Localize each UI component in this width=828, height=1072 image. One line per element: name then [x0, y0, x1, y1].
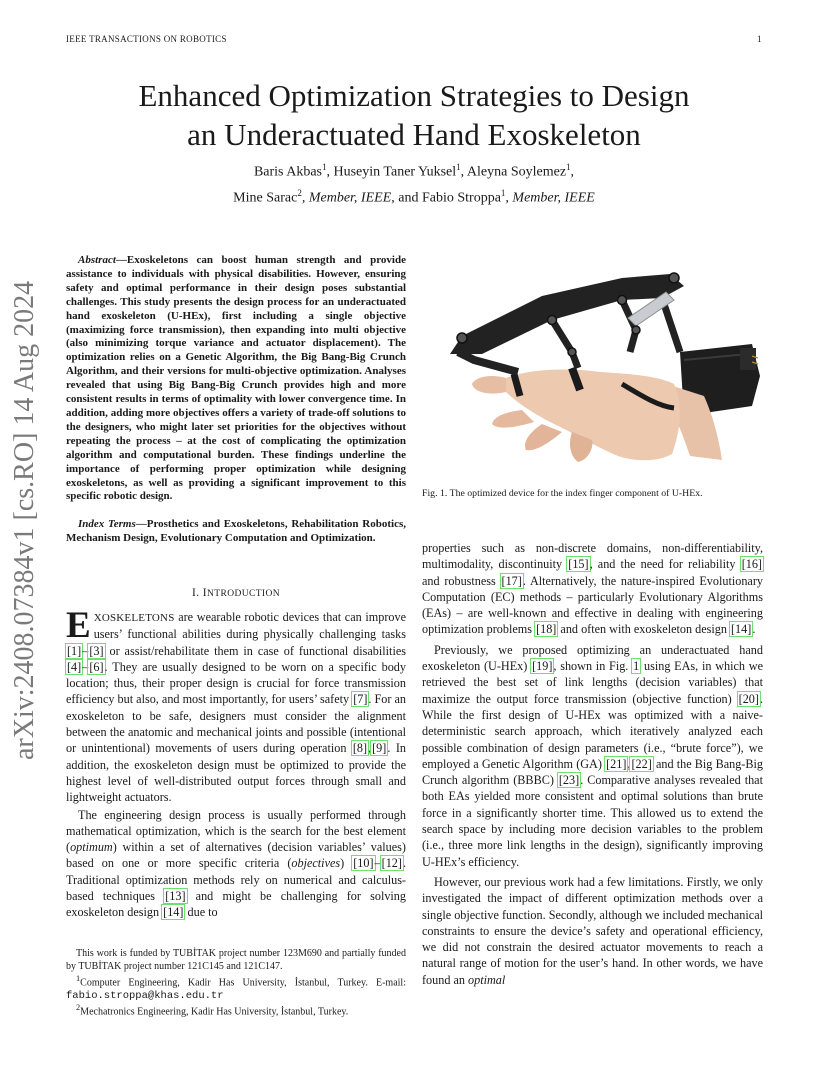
text-run: . Alternatively, the nature-inspired Evolutionary Computation (EC) methods – particularly Evolutionary Algorithms (EAs) – are well-known and effective in dealing with engineering optimization problems	[422, 573, 763, 637]
affiliation-mark: 2	[76, 1003, 81, 1013]
paper-title	[66, 76, 762, 154]
index-terms-body: —Prosthetics and Exoskeletons, Rehabilitation Robotics, Mechanism Design, Evolutionary Computation and Optimization.	[66, 518, 406, 544]
text-run: –	[82, 659, 89, 674]
citation-link[interactable]: [14]	[163, 905, 184, 920]
citation-link[interactable]: [4]	[67, 659, 82, 674]
funding-note: This work is funded by TUBİTAK project number 123M690 and partially funded by TUBİTAK project number 121C145 and 121C147.	[66, 948, 406, 972]
index-fingertip	[472, 376, 506, 394]
ring-finger	[525, 424, 562, 450]
joint	[457, 333, 467, 343]
membership: , Member, IEEE	[301, 190, 392, 206]
text-run: properties such as non-discrete domains, non-differentiability, multimodality, discontinuity	[422, 541, 763, 572]
running-header: IEEE TRANSACTIONS ON ROBOTICS	[66, 34, 227, 44]
text-run: The engineering design process is usually performed through mathematical optimization, which is the search for the best element (	[66, 807, 406, 855]
joint	[669, 273, 679, 283]
author-name: Baris Akbas	[253, 164, 322, 180]
text-run: , shown in Fig.	[553, 659, 633, 674]
citation-link[interactable]: [17]	[501, 573, 522, 588]
author-name: , Huseyin Taner Yuksel	[326, 164, 457, 180]
title-line-2: an Underactuated Hand Exoskeleton	[187, 117, 641, 152]
right-column-body	[422, 540, 763, 988]
text-run: and often with exoskeleton design	[557, 622, 730, 637]
citation-link[interactable]: [8]	[352, 741, 368, 756]
text-run: and might be challenging for solving exoskeleton design	[66, 889, 406, 920]
paragraph	[66, 807, 406, 921]
citation-link[interactable]: [10]	[353, 856, 374, 871]
emphasis: optimal	[468, 972, 506, 987]
middle-finger	[492, 410, 534, 428]
text-run: However, our previous work had a few limitations. Firstly, we only investigated the impact of different optimization methods over a single objective function. Secondly, although we included mechanical constraints to ensure the device’s safety and operational efficiency, we did not constrain the desired actuator movements to reach a natural range of motion for the user’s hand. In other words, we have found an	[422, 874, 763, 987]
author-line-2	[66, 183, 762, 209]
text-run: –	[374, 856, 381, 871]
citation-link[interactable]: [7]	[353, 692, 368, 707]
text-run: )	[340, 856, 353, 871]
affiliation-mark: 1	[456, 162, 461, 172]
text-run: or assist/rehabilitate them in case of functional disabilities	[104, 643, 406, 658]
separator: ,	[570, 164, 575, 180]
abstract-label: Abstract	[78, 254, 116, 266]
affiliation-mark: 1	[566, 162, 571, 172]
section-title: NTRODUCTION	[207, 589, 281, 599]
joint	[632, 326, 640, 334]
affiliation-mark: 2	[297, 187, 302, 198]
title-line-1: Enhanced Optimization Strategies to Design	[138, 78, 690, 113]
text-run: Mechatronics Engineering, Kadir Has University, İstanbul, Turkey.	[80, 1006, 349, 1018]
text-run: ,	[368, 741, 372, 756]
citation-link[interactable]: [20]	[738, 691, 759, 706]
author-name: , Aleyna Soylemez	[460, 164, 567, 180]
affiliation-note	[66, 1002, 406, 1019]
text-run: , and the need for reliability	[589, 557, 741, 572]
section-number: I. I	[191, 587, 207, 599]
text-run: . Comparative analyses revealed that both EAs yielded more consistent and optimal solutions than brute force in a significantly shorter time. This allowed us to extend the search space by including more decision variables to the problem (i.e., three more link lengths in the design), significantly improving U-HEx’s efficiency.	[422, 773, 763, 869]
author-list	[66, 157, 762, 208]
paragraph	[422, 642, 763, 870]
citation-link[interactable]: [1]	[67, 643, 82, 658]
footnotes	[66, 948, 406, 1019]
text-run: . Traditional optimization methods rely on numerical and calculus-based techniques	[66, 856, 406, 904]
citation-link[interactable]: [6]	[89, 659, 104, 674]
citation-link[interactable]: [3]	[89, 643, 104, 658]
middle-link	[552, 320, 578, 368]
author-line-1	[66, 157, 762, 183]
affiliation-mark: 1	[500, 187, 506, 198]
emphasis: optimum	[70, 840, 113, 855]
citation-link[interactable]: [23]	[558, 773, 580, 788]
affiliation-mark: 1	[322, 162, 327, 172]
citation-link[interactable]: [12]	[381, 856, 402, 871]
abstract	[66, 254, 406, 504]
text-run: ) within a set of alternatives (decision variables’ values) based on one or more specific criteria (	[66, 840, 406, 871]
drop-cap: E	[66, 605, 91, 646]
text-run: are wearable robotic devices that can improve users’ functional abilities during physically challenging tasks	[93, 610, 406, 642]
joint	[548, 316, 557, 325]
citation-link[interactable]: [9]	[372, 741, 387, 756]
index-terms	[66, 518, 406, 546]
text-run: . In addition, the exoskeleton design must be optimized to provide the highest level of well-distributed output forces through small and lightweight actuators.	[66, 741, 406, 805]
citation-link[interactable]: [16]	[741, 557, 762, 572]
joint	[568, 348, 576, 356]
emphasis: objectives	[291, 856, 341, 871]
text-run: and robustness	[422, 573, 501, 588]
introduction-body	[66, 605, 406, 921]
abstract-body: —Exoskeletons can boost human strength and provide assistance to individuals with physical disabilities. However, ensuring safety and optimal performance in their design poses substantial challenges. This study presents the design process for an underactuated hand exoskeleton (U-HEx), first including a single objective (maximizing force transmission), then expanding into multi objective (also minimizing torque variance and actuator displacement). The optimization relies on a Genetic Algorithm, the Big Bang-Big Crunch Algorithm, and their versions for multi-objective optimization. Analyses revealed that using Big Bang-Big Crunch provides high and more consistent results in terms of optimality with lower convergence time. In addition, adding more objectives offers a variety of trade-off solutions to the designers, who might later set priorities for the objectives without repeating the process – at the cost of complicating the optimization algorithm and computational burden. These findings underline the importance of performing proper optimization while designing exoskeletons, as well as providing a significant improvement to this specific robotic design.	[66, 254, 406, 503]
lead-word: XOSKELETONS	[93, 612, 175, 624]
citation-link[interactable]: [18]	[536, 622, 557, 637]
author-name: Mine Sarac	[233, 190, 298, 206]
figure-caption: Fig. 1. The optimized device for the index finger component of U-HEx.	[422, 488, 703, 499]
paragraph	[422, 874, 763, 988]
joint	[618, 296, 627, 305]
text-run: using EAs, in which we retrieved the best set of link lengths (decision variables) that maximize the output force transmission (objective function)	[422, 659, 764, 706]
email-link[interactable]: fabio.stroppa@khas.edu.tr	[66, 989, 224, 1002]
membership: , Member, IEEE	[505, 190, 595, 206]
citation-link[interactable]: [14]	[731, 622, 752, 637]
figure-link[interactable]: 1	[633, 659, 640, 674]
text-run: and the Big Bang-Big Crunch algorithm (BBBC)	[422, 756, 763, 788]
paragraph	[422, 540, 763, 638]
citation-link[interactable]: [22]	[631, 756, 652, 771]
text-run: Previously, we proposed optimizing an underactuated hand exoskeleton (U-HEx)	[422, 642, 763, 674]
affiliation-mark: 1	[76, 974, 81, 983]
citation-link[interactable]: [15]	[568, 557, 589, 572]
text-run: . They are usually designed to be worn on a specific body location; thus, their proper design is crucial for force transmission efficiency but also, and most importantly, for users’ safety	[66, 659, 406, 707]
text-run: ,	[627, 756, 631, 771]
paragraph	[66, 605, 406, 806]
index-terms-label: Index Terms	[78, 518, 136, 530]
text-run: . While the first design of U-HEx was optimized with a naive-deterministic search approach, which iteratively analyzed each possible combination of design parameters (i.e., “brute force”), we employed a Genetic Algorithm (GA)	[422, 691, 763, 771]
arxiv-identifier: arXiv:2408.07384v1 [cs.RO] 14 Aug 2024	[9, 280, 40, 760]
citation-link[interactable]: [13]	[165, 889, 186, 904]
author-name: , and Fabio Stroppa	[391, 190, 501, 206]
text-run: Computer Engineering, Kadir Has University, İstanbul, Turkey. E-mail:	[80, 977, 406, 989]
exoskeleton-illustration	[422, 256, 763, 478]
page-number: 1	[757, 34, 762, 44]
text-run: due to	[184, 905, 218, 920]
text-run: .	[752, 622, 756, 637]
section-heading	[66, 587, 406, 599]
figure-exoskeleton-photo	[422, 256, 763, 478]
citation-link[interactable]: [21]	[606, 756, 627, 771]
text-run: –	[82, 643, 89, 658]
affiliation-note	[66, 973, 406, 1002]
citation-link[interactable]: [19]	[532, 659, 553, 674]
text-run: . For an exoskeleton to be safe, designers must consider the alignment between the anatomic and mechanical joints and possible (intentional or unintentional) movements of users during operation	[66, 692, 406, 756]
distal-link	[458, 352, 518, 372]
